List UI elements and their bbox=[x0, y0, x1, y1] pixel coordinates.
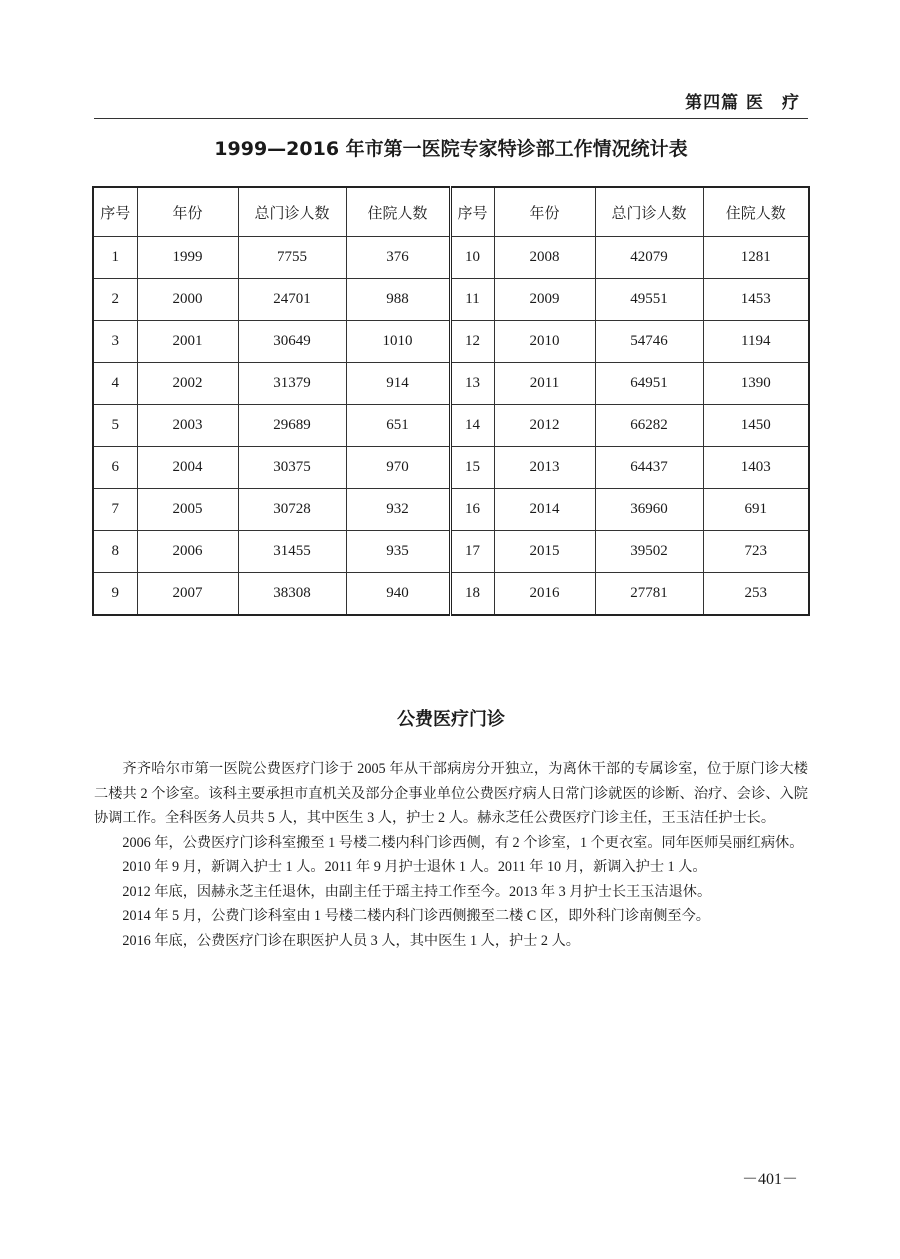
table-cell: 18 bbox=[450, 573, 494, 616]
body-paragraph: 2006 年，公费医疗门诊科室搬至 1 号楼二楼内科门诊西侧，有 2 个诊室，1 个更衣室。同年医师吴丽红病休。 bbox=[122, 834, 804, 851]
table-row bbox=[93, 279, 809, 321]
table-cell: 42079 bbox=[595, 237, 703, 279]
table-cell: 2015 bbox=[494, 531, 595, 573]
table-cell: 1390 bbox=[703, 363, 809, 405]
table-cell: 2004 bbox=[137, 447, 238, 489]
table-cell: 2012 bbox=[494, 405, 595, 447]
header-cell: 年份 bbox=[137, 187, 238, 237]
table-cell: 29689 bbox=[238, 405, 346, 447]
page-number: －401－ bbox=[742, 1171, 799, 1188]
table-cell: 2000 bbox=[137, 279, 238, 321]
table-cell: 2011 bbox=[494, 363, 595, 405]
table-cell: 651 bbox=[346, 405, 450, 447]
table-cell: 988 bbox=[346, 279, 450, 321]
table-cell: 27781 bbox=[595, 573, 703, 616]
body-paragraph: 2016 年底，公费医疗门诊在职医护人员 3 人，其中医生 1 人，护士 2 人。 bbox=[122, 932, 580, 949]
table-cell: 1010 bbox=[346, 321, 450, 363]
table-cell: 9 bbox=[93, 573, 137, 616]
body-paragraph: 2010 年 9 月，新调入护士 1 人。2011 年 9 月护士退休 1 人。2011 年 10 月，新调入护士 1 人。 bbox=[122, 859, 707, 875]
table-cell: 970 bbox=[346, 447, 450, 489]
body-paragraph: 齐齐哈尔市第一医院公费医疗门诊于 2005 年从干部病房分开独立，为离休干部的专属诊室，位于原门诊大楼二楼共 2 个诊室。该科主要承担市直机关及部分企事业单位公费医疗病人日常门诊就医的诊断、治疗、会诊、入院协调工作。全科医务人员共 5 人，其中医生 3 人，护士 2 人。赫永芝任公费医疗门诊主任，王玉洁任护士长。 bbox=[94, 761, 808, 826]
header-cell: 总门诊人数 bbox=[238, 187, 346, 237]
table-header-row bbox=[93, 187, 809, 237]
header-cell: 序号 bbox=[93, 187, 137, 237]
table-row bbox=[93, 573, 809, 616]
table-cell: 932 bbox=[346, 489, 450, 531]
table-cell: 7 bbox=[93, 489, 137, 531]
table-cell: 1 bbox=[93, 237, 137, 279]
table-row bbox=[93, 237, 809, 279]
table-cell: 2010 bbox=[494, 321, 595, 363]
table-cell: 39502 bbox=[595, 531, 703, 573]
section-body bbox=[94, 757, 808, 953]
table-cell: 5 bbox=[93, 405, 137, 447]
table-cell: 38308 bbox=[238, 573, 346, 616]
statistics-table bbox=[92, 186, 810, 616]
table-cell: 914 bbox=[346, 363, 450, 405]
table-cell: 723 bbox=[703, 531, 809, 573]
table-row bbox=[93, 405, 809, 447]
table-row bbox=[93, 531, 809, 573]
table-cell: 14 bbox=[450, 405, 494, 447]
table-cell: 2007 bbox=[137, 573, 238, 616]
table-cell: 253 bbox=[703, 573, 809, 616]
table-cell: 2003 bbox=[137, 405, 238, 447]
table-cell: 376 bbox=[346, 237, 450, 279]
header-cell: 序号 bbox=[450, 187, 494, 237]
table-cell: 2002 bbox=[137, 363, 238, 405]
table-cell: 64951 bbox=[595, 363, 703, 405]
table-cell: 7755 bbox=[238, 237, 346, 279]
running-head bbox=[94, 84, 808, 119]
table-cell: 1403 bbox=[703, 447, 809, 489]
header-cell: 总门诊人数 bbox=[595, 187, 703, 237]
table-cell: 2008 bbox=[494, 237, 595, 279]
table-cell: 49551 bbox=[595, 279, 703, 321]
table-row bbox=[93, 363, 809, 405]
table-cell: 30649 bbox=[238, 321, 346, 363]
header-cell: 住院人数 bbox=[703, 187, 809, 237]
body-paragraph: 2014 年 5 月，公费门诊科室由 1 号楼二楼内科门诊西侧搬至二楼 C 区，即外科门诊南侧至今。 bbox=[122, 908, 710, 924]
table-cell: 1453 bbox=[703, 279, 809, 321]
table-cell: 4 bbox=[93, 363, 137, 405]
table-cell: 66282 bbox=[595, 405, 703, 447]
table-cell: 17 bbox=[450, 531, 494, 573]
table-cell: 12 bbox=[450, 321, 494, 363]
table-cell: 2005 bbox=[137, 489, 238, 531]
table-cell: 6 bbox=[93, 447, 137, 489]
table-cell: 940 bbox=[346, 573, 450, 616]
table-cell: 2006 bbox=[137, 531, 238, 573]
table-cell: 24701 bbox=[238, 279, 346, 321]
table-cell: 935 bbox=[346, 531, 450, 573]
table-cell: 36960 bbox=[595, 489, 703, 531]
table-row bbox=[93, 489, 809, 531]
table-row bbox=[93, 447, 809, 489]
table-cell: 64437 bbox=[595, 447, 703, 489]
table-cell: 2 bbox=[93, 279, 137, 321]
section-title: 公费医疗门诊 bbox=[397, 709, 505, 730]
table-cell: 15 bbox=[450, 447, 494, 489]
table-cell: 30375 bbox=[238, 447, 346, 489]
table-cell: 1194 bbox=[703, 321, 809, 363]
table-cell: 31455 bbox=[238, 531, 346, 573]
table-cell: 1999 bbox=[137, 237, 238, 279]
table-cell: 2014 bbox=[494, 489, 595, 531]
table-cell: 2001 bbox=[137, 321, 238, 363]
table-cell: 2009 bbox=[494, 279, 595, 321]
header-cell: 住院人数 bbox=[346, 187, 450, 237]
table-cell: 8 bbox=[93, 531, 137, 573]
table-title: 1999—2016 年市第一医院专家特诊部工作情况统计表 bbox=[214, 138, 688, 160]
table-cell: 10 bbox=[450, 237, 494, 279]
table-row bbox=[93, 321, 809, 363]
table-cell: 1281 bbox=[703, 237, 809, 279]
table-cell: 1450 bbox=[703, 405, 809, 447]
running-head-text: 第四篇 医 疗 bbox=[685, 93, 800, 113]
table-cell: 11 bbox=[450, 279, 494, 321]
table-cell: 691 bbox=[703, 489, 809, 531]
table-cell: 2016 bbox=[494, 573, 595, 616]
table-cell: 54746 bbox=[595, 321, 703, 363]
table-cell: 2013 bbox=[494, 447, 595, 489]
table-cell: 3 bbox=[93, 321, 137, 363]
table-cell: 31379 bbox=[238, 363, 346, 405]
table-cell: 13 bbox=[450, 363, 494, 405]
table-cell: 30728 bbox=[238, 489, 346, 531]
table-cell: 16 bbox=[450, 489, 494, 531]
body-paragraph: 2012 年底，因赫永芝主任退休，由副主任于瑶主持工作至今。2013 年 3 月护士长王玉洁退休。 bbox=[122, 883, 712, 900]
header-cell: 年份 bbox=[494, 187, 595, 237]
